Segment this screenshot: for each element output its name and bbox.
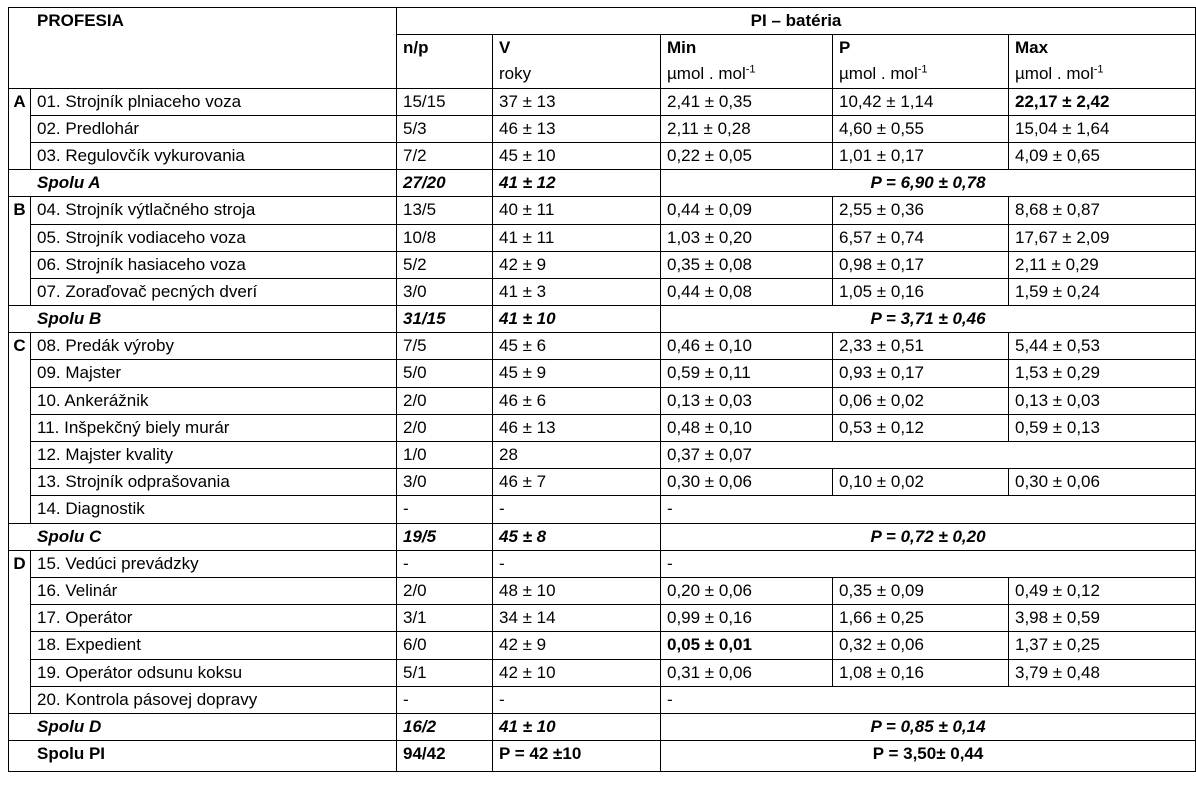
np-cell: 5/2 bbox=[397, 251, 493, 278]
np-cell: 6/0 bbox=[397, 632, 493, 659]
p-cell: 1,05 ± 0,16 bbox=[833, 278, 1009, 305]
profession-name: 18. Expedient bbox=[31, 632, 397, 659]
table-row bbox=[9, 197, 1196, 224]
min-cell: 0,99 ± 0,16 bbox=[661, 605, 833, 632]
min-cell: 0,48 ± 0,10 bbox=[661, 414, 833, 441]
max-cell: 2,11 ± 0,29 bbox=[1009, 251, 1196, 278]
unit-text: µmol . mol bbox=[667, 64, 746, 84]
profession-name: 05. Strojník vodiaceho voza bbox=[31, 224, 397, 251]
v-cell: 41 ± 11 bbox=[493, 224, 661, 251]
v-cell: 45 ± 10 bbox=[493, 142, 661, 169]
min-cell: 0,44 ± 0,09 bbox=[661, 197, 833, 224]
v-cell: - bbox=[493, 686, 661, 713]
np-cell: - bbox=[397, 496, 493, 523]
subtotal-p: P = 0,85 ± 0,14 bbox=[661, 713, 1196, 740]
v-cell: 48 ± 10 bbox=[493, 577, 661, 604]
min-cell: - bbox=[661, 550, 1196, 577]
v-cell: 41 ± 12 bbox=[493, 170, 661, 197]
min-cell: 0,20 ± 0,06 bbox=[661, 577, 833, 604]
group-letter: B bbox=[9, 197, 31, 306]
p-cell: 0,06 ± 0,02 bbox=[833, 387, 1009, 414]
profession-name: 14. Diagnostik bbox=[31, 496, 397, 523]
min-cell: 0,30 ± 0,06 bbox=[661, 469, 833, 496]
max-cell: 17,67 ± 2,09 bbox=[1009, 224, 1196, 251]
profession-name: 02. Predlohár bbox=[31, 115, 397, 142]
table-row bbox=[9, 577, 1196, 604]
v-unit: roky bbox=[493, 61, 661, 88]
profession-name: 17. Operátor bbox=[31, 605, 397, 632]
np-cell: 3/1 bbox=[397, 605, 493, 632]
v-cell: 40 ± 11 bbox=[493, 197, 661, 224]
header-row-1 bbox=[9, 8, 1196, 35]
v-cell: 46 ± 13 bbox=[493, 115, 661, 142]
table-row bbox=[9, 414, 1196, 441]
min-cell: 2,11 ± 0,28 bbox=[661, 115, 833, 142]
np-cell: 16/2 bbox=[397, 713, 493, 740]
profesia-table bbox=[8, 7, 1196, 772]
np-cell: 15/15 bbox=[397, 88, 493, 115]
profession-name: 07. Zoraďovač pecných dverí bbox=[31, 278, 397, 305]
p-cell: 0,53 ± 0,12 bbox=[833, 414, 1009, 441]
np-cell: 10/8 bbox=[397, 224, 493, 251]
profession-name: 19. Operátor odsunu koksu bbox=[31, 659, 397, 686]
unit-text: µmol . mol bbox=[1015, 64, 1094, 84]
np-cell: 27/20 bbox=[397, 170, 493, 197]
np-cell: 19/5 bbox=[397, 523, 493, 550]
min-cell: 0,59 ± 0,11 bbox=[661, 360, 833, 387]
min-header: Min bbox=[661, 35, 833, 62]
p-cell: 0,10 ± 0,02 bbox=[833, 469, 1009, 496]
table-row bbox=[9, 88, 1196, 115]
unit-exponent: -1 bbox=[1093, 63, 1104, 76]
p-cell: 0,98 ± 0,17 bbox=[833, 251, 1009, 278]
table-row bbox=[9, 659, 1196, 686]
subtotal-row bbox=[9, 713, 1196, 740]
p-cell: 1,01 ± 0,17 bbox=[833, 142, 1009, 169]
min-cell: - bbox=[661, 496, 1196, 523]
max-cell: 0,59 ± 0,13 bbox=[1009, 414, 1196, 441]
group-letter: A bbox=[9, 88, 31, 170]
v-cell: 42 ± 9 bbox=[493, 632, 661, 659]
max-cell: 1,59 ± 0,24 bbox=[1009, 278, 1196, 305]
table-row bbox=[9, 469, 1196, 496]
profession-name: 16. Velinár bbox=[31, 577, 397, 604]
max-cell: 0,30 ± 0,06 bbox=[1009, 469, 1196, 496]
min-cell: 0,13 ± 0,03 bbox=[661, 387, 833, 414]
p-cell: 10,42 ± 1,14 bbox=[833, 88, 1009, 115]
min-cell: 0,31 ± 0,06 bbox=[661, 659, 833, 686]
p-cell: 0,35 ± 0,09 bbox=[833, 577, 1009, 604]
grand-total-p: P = 3,50± 0,44 bbox=[661, 741, 1196, 772]
subtotal-label: Spolu B bbox=[9, 306, 397, 333]
subtotal-p: P = 3,71 ± 0,46 bbox=[661, 306, 1196, 333]
subtotal-row bbox=[9, 306, 1196, 333]
v-cell: - bbox=[493, 496, 661, 523]
v-cell: 42 ± 10 bbox=[493, 659, 661, 686]
profession-name: 03. Regulovčík vykurovania bbox=[31, 142, 397, 169]
table-row bbox=[9, 442, 1196, 469]
v-cell: 41 ± 3 bbox=[493, 278, 661, 305]
subtotal-p: P = 0,72 ± 0,20 bbox=[661, 523, 1196, 550]
min-unit bbox=[661, 61, 833, 88]
profession-name: 04. Strojník výtlačného stroja bbox=[31, 197, 397, 224]
v-cell: 46 ± 6 bbox=[493, 387, 661, 414]
subtotal-label: Spolu C bbox=[9, 523, 397, 550]
subtotal-row bbox=[9, 523, 1196, 550]
np-cell: 5/1 bbox=[397, 659, 493, 686]
min-cell: 1,03 ± 0,20 bbox=[661, 224, 833, 251]
table-row bbox=[9, 387, 1196, 414]
max-cell: 4,09 ± 0,65 bbox=[1009, 142, 1196, 169]
min-cell: 0,05 ± 0,01 bbox=[661, 632, 833, 659]
p-cell: 1,08 ± 0,16 bbox=[833, 659, 1009, 686]
v-cell: 41 ± 10 bbox=[493, 306, 661, 333]
grand-total-label: Spolu PI bbox=[9, 741, 397, 772]
v-cell: P = 42 ±10 bbox=[493, 741, 661, 772]
table-row bbox=[9, 550, 1196, 577]
table-row bbox=[9, 632, 1196, 659]
table-row bbox=[9, 333, 1196, 360]
profession-name: 01. Strojník plniaceho voza bbox=[31, 88, 397, 115]
v-cell: 45 ± 9 bbox=[493, 360, 661, 387]
p-cell: 2,33 ± 0,51 bbox=[833, 333, 1009, 360]
p-header: P bbox=[833, 35, 1009, 62]
v-cell: 45 ± 6 bbox=[493, 333, 661, 360]
profession-name: 08. Predák výroby bbox=[31, 333, 397, 360]
v-header: V bbox=[493, 35, 661, 62]
max-cell: 22,17 ± 2,42 bbox=[1009, 88, 1196, 115]
group-letter: C bbox=[9, 333, 31, 523]
max-unit bbox=[1009, 61, 1196, 88]
v-cell: 41 ± 10 bbox=[493, 713, 661, 740]
profession-name: 09. Majster bbox=[31, 360, 397, 387]
subtotal-row bbox=[9, 170, 1196, 197]
max-cell: 1,37 ± 0,25 bbox=[1009, 632, 1196, 659]
unit-text: µmol . mol bbox=[839, 64, 918, 84]
v-cell: 37 ± 13 bbox=[493, 88, 661, 115]
np-cell: 7/2 bbox=[397, 142, 493, 169]
max-cell: 5,44 ± 0,53 bbox=[1009, 333, 1196, 360]
v-cell: 45 ± 8 bbox=[493, 523, 661, 550]
table-row bbox=[9, 605, 1196, 632]
np-cell: 31/15 bbox=[397, 306, 493, 333]
table-row bbox=[9, 224, 1196, 251]
np-cell: 2/0 bbox=[397, 577, 493, 604]
profession-name: 13. Strojník odprašovania bbox=[31, 469, 397, 496]
table-row bbox=[9, 142, 1196, 169]
v-cell: 46 ± 13 bbox=[493, 414, 661, 441]
profesia-header: PROFESIA bbox=[9, 8, 397, 89]
np-unit bbox=[397, 61, 493, 88]
v-cell: 34 ± 14 bbox=[493, 605, 661, 632]
p-cell: 6,57 ± 0,74 bbox=[833, 224, 1009, 251]
min-cell: 0,35 ± 0,08 bbox=[661, 251, 833, 278]
unit-exponent: -1 bbox=[917, 63, 928, 76]
min-cell: 0,44 ± 0,08 bbox=[661, 278, 833, 305]
max-cell: 3,98 ± 0,59 bbox=[1009, 605, 1196, 632]
v-cell: - bbox=[493, 550, 661, 577]
min-cell: - bbox=[661, 686, 1196, 713]
table-row bbox=[9, 686, 1196, 713]
p-cell: 2,55 ± 0,36 bbox=[833, 197, 1009, 224]
p-cell: 1,66 ± 0,25 bbox=[833, 605, 1009, 632]
v-cell: 46 ± 7 bbox=[493, 469, 661, 496]
subtotal-label: Spolu A bbox=[9, 170, 397, 197]
profession-name: 20. Kontrola pásovej dopravy bbox=[31, 686, 397, 713]
subtotal-p: P = 6,90 ± 0,78 bbox=[661, 170, 1196, 197]
p-unit bbox=[833, 61, 1009, 88]
table-row bbox=[9, 360, 1196, 387]
profession-name: 11. Inšpekčný biely murár bbox=[31, 414, 397, 441]
max-cell: 15,04 ± 1,64 bbox=[1009, 115, 1196, 142]
table-row bbox=[9, 496, 1196, 523]
np-cell: 5/3 bbox=[397, 115, 493, 142]
profession-name: 12. Majster kvality bbox=[31, 442, 397, 469]
group-letter: D bbox=[9, 550, 31, 713]
max-cell: 1,53 ± 0,29 bbox=[1009, 360, 1196, 387]
v-cell: 42 ± 9 bbox=[493, 251, 661, 278]
table-row bbox=[9, 251, 1196, 278]
min-cell: 2,41 ± 0,35 bbox=[661, 88, 833, 115]
np-cell: 94/42 bbox=[397, 741, 493, 772]
np-cell: - bbox=[397, 686, 493, 713]
np-cell: 5/0 bbox=[397, 360, 493, 387]
np-cell: 2/0 bbox=[397, 414, 493, 441]
subtotal-label: Spolu D bbox=[9, 713, 397, 740]
unit-exponent: -1 bbox=[745, 63, 756, 76]
max-cell: 0,13 ± 0,03 bbox=[1009, 387, 1196, 414]
table-row bbox=[9, 115, 1196, 142]
max-cell: 3,79 ± 0,48 bbox=[1009, 659, 1196, 686]
np-cell: 3/0 bbox=[397, 469, 493, 496]
max-cell: 8,68 ± 0,87 bbox=[1009, 197, 1196, 224]
p-cell: 0,32 ± 0,06 bbox=[833, 632, 1009, 659]
np-cell: 3/0 bbox=[397, 278, 493, 305]
table-row bbox=[9, 278, 1196, 305]
p-cell: 4,60 ± 0,55 bbox=[833, 115, 1009, 142]
min-cell: 0,22 ± 0,05 bbox=[661, 142, 833, 169]
min-cell: 0,37 ± 0,07 bbox=[661, 442, 1196, 469]
max-header: Max bbox=[1009, 35, 1196, 62]
grand-total-row bbox=[9, 741, 1196, 772]
np-cell: 13/5 bbox=[397, 197, 493, 224]
np-cell: 7/5 bbox=[397, 333, 493, 360]
np-cell: 1/0 bbox=[397, 442, 493, 469]
np-cell: - bbox=[397, 550, 493, 577]
min-cell: 0,46 ± 0,10 bbox=[661, 333, 833, 360]
p-cell: 0,93 ± 0,17 bbox=[833, 360, 1009, 387]
profession-name: 10. Ankerážnik bbox=[31, 387, 397, 414]
profession-name: 06. Strojník hasiaceho voza bbox=[31, 251, 397, 278]
v-cell: 28 bbox=[493, 442, 661, 469]
np-cell: 2/0 bbox=[397, 387, 493, 414]
battery-header: PI – batéria bbox=[397, 8, 1196, 35]
profession-name: 15. Vedúci prevádzky bbox=[31, 550, 397, 577]
np-header: n/p bbox=[397, 35, 493, 62]
max-cell: 0,49 ± 0,12 bbox=[1009, 577, 1196, 604]
